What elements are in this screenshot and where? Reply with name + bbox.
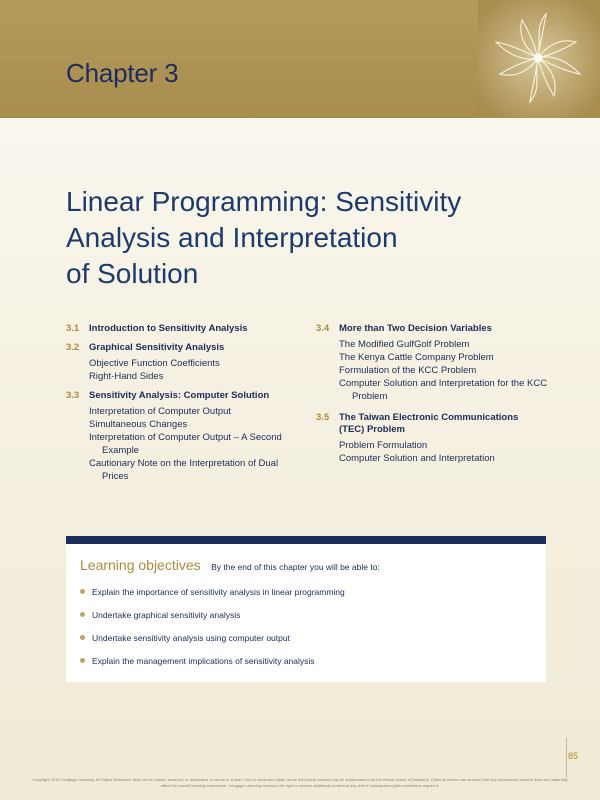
chapter-title-line: Linear Programming: Sensitivity [66,186,462,217]
toc-subsection: Interpretation of Computer Output [89,406,232,417]
objectives-intro: By the end of this chapter you will be able to: [211,562,380,572]
chapter-header-band [0,0,600,118]
chapter-label: Chapter 3 [66,58,179,88]
chapter-title [66,184,536,292]
toc-section-number: 3.1 [66,323,80,334]
toc-section-number: 3.5 [316,412,330,423]
toc-section [66,390,302,483]
toc-section-title: More than Two Decision Variables [339,323,492,334]
toc-section-title: Graphical Sensitivity Analysis [89,342,225,353]
objective-item [80,610,345,633]
toc-section-number: 3.4 [316,323,330,334]
bullet-icon [80,589,85,594]
toc-subsection: Computer Solution and Interpretation for the KCC Problem [339,378,548,402]
toc-subsection: Objective Function Coefficients [89,358,220,369]
bullet-icon [80,612,85,617]
toc-subsection: Computer Solution and Interpretation [339,453,495,464]
toc-subsection: Cautionary Note on the Interpretation of Dual Prices [89,458,279,482]
toc-section [316,323,552,403]
copyright-notice: Copyright 2016 Cengage Learning. All Rights Reserved. May not be copied, scanned, or duplicated, in whole or in part. Due to electronic rights, some third party content may be suppressed from the eBook and/or eChapter(s). Editorial review has deemed that any suppressed content does not materially affect the overall learning experience. Cengage Learning reserves the right to remove additional content at any time if subsequent rights restrictions require it. [32,777,568,788]
objectives-header [80,557,380,575]
toc-subsection: Simultaneous Changes [89,419,188,430]
toc-section-number: 3.2 [66,342,80,353]
toc-subsection: The Modified GulfGolf Problem [339,339,470,350]
bullet-icon [80,635,85,640]
bullet-icon [80,658,85,663]
toc-subsection: Right-Hand Sides [89,371,164,382]
toc-section [66,342,302,383]
toc-section-title: The Taiwan Electronic Communications (TEC) Problem [339,412,519,435]
toc-section [66,323,302,335]
page-number: 85 [568,751,579,761]
objectives-top-bar [66,536,546,544]
toc-section-title: Sensitivity Analysis: Computer Solution [89,390,270,401]
objective-text: Undertake graphical sensitivity analysis [92,610,241,620]
toc-subsection: Problem Formulation [339,440,428,451]
toc-left-column [66,323,302,490]
toc-subsection: Formulation of the KCC Problem [339,365,477,376]
toc-section [316,412,552,465]
toc-right-column [316,323,552,472]
objective-text: Explain the management implications of sensitivity analysis [92,656,315,666]
toc-section-title: Introduction to Sensitivity Analysis [89,323,248,334]
objectives-title: Learning objectives [80,557,201,573]
objective-item [80,587,345,610]
objective-item [80,633,345,656]
chapter-title-line: of Solution [66,258,199,289]
toc-subsection: Interpretation of Computer Output – A Second Example [89,432,282,456]
objectives-list [80,587,345,679]
chapter-title-line: Analysis and Interpretation [66,222,398,253]
page-number-divider [566,738,567,778]
objective-item [80,656,345,679]
toc-subsection: The Kenya Cattle Company Problem [339,352,494,363]
learning-objectives-box [66,536,546,682]
fractal-ornament-image [478,0,600,118]
objective-text: Undertake sensitivity analysis using computer output [92,633,290,643]
objective-text: Explain the importance of sensitivity analysis in linear programming [92,587,345,597]
toc-section-number: 3.3 [66,390,80,401]
